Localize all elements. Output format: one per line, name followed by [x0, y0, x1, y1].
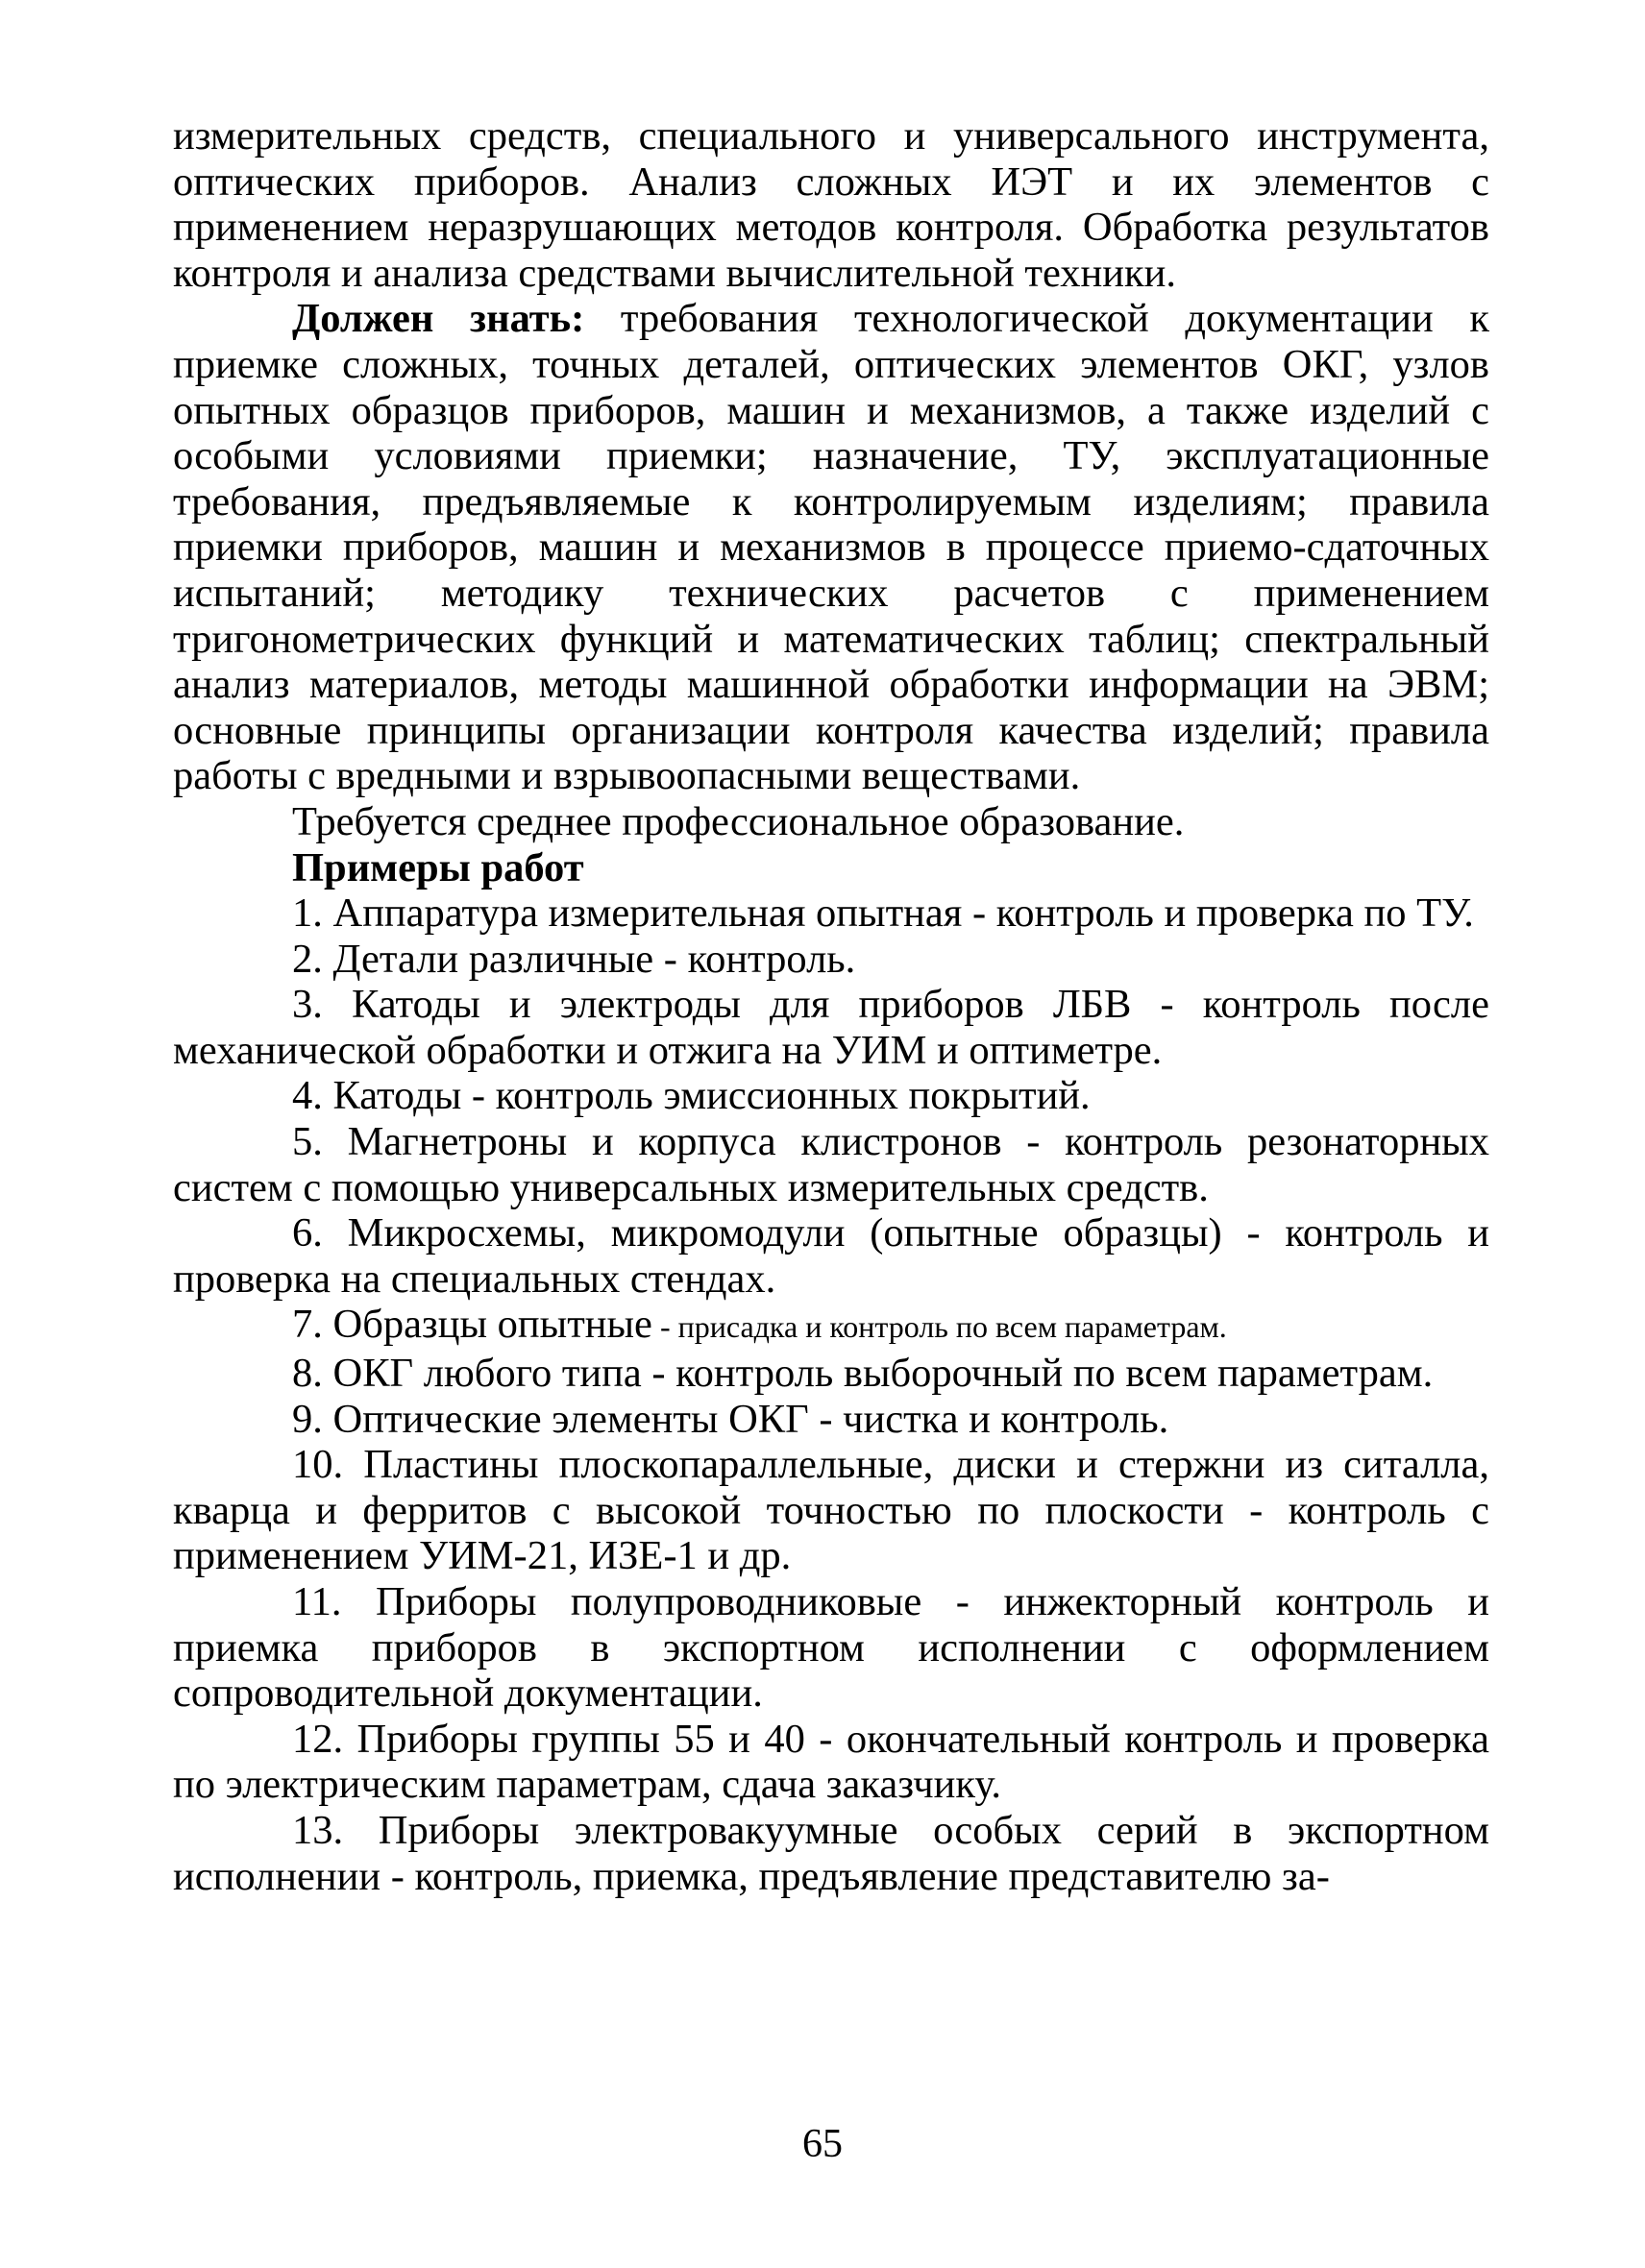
- example-item: 10. Пластины плоскопараллельные, диски и стержни из ситалла, кварца и ферритов с высокой точностью по плоскости - контроль с применением УИМ-21, ИЗЕ-1 и др.: [173, 1442, 1489, 1579]
- example-item: 11. Приборы полупроводниковые - инжекторный контроль и приемка приборов в экспортном исполнении с оформлением сопроводительной документации.: [173, 1579, 1489, 1717]
- example-item: 13. Приборы электровакуумные особых серий в экспортном исполнении - контроль, приемка, предъявление представителю за-: [173, 1807, 1489, 1899]
- example-item: 1. Аппаратура измерительная опытная - контроль и проверка по ТУ.: [292, 890, 1474, 937]
- document-page: [173, 113, 1489, 1899]
- example-7-head: 7. Образцы опытные: [292, 1302, 652, 1348]
- example-item: 4. Катоды - контроль эмиссионных покрытий.: [292, 1073, 1091, 1119]
- page-number: 65: [802, 2122, 843, 2166]
- example-item: 9. Оптические элементы ОКГ - чистка и контроль.: [292, 1396, 1169, 1442]
- education-requirement: Требуется среднее профессиональное образование.: [292, 798, 1185, 844]
- must-know-text: требования технологической документации к приемке сложных, точных деталей, оптических элементов ОКГ, узлов опытных образцов приборов, машин и механизмов, а также изделий с особыми условиями приемки; назначение, ТУ, эксплуатационные требования, предъявляемые к контролируемым изделиям; правила приемки приборов, машин и механизмов в процессе приемо-сдаточных испытаний; методику технических расчетов с применением тригонометрических функций и математических таблиц; спектральный анализ материалов, методы машинной обработки информации на ЭВМ; основные принципы организации контроля качества изделий; правила работы с вредными и взрывоопасными веществами.: [173, 296, 1489, 799]
- must-know-label: Должен знать:: [292, 296, 585, 342]
- example-item: 12. Приборы группы 55 и 40 - окончательный контроль и проверка по электрическим параметрам, сдача заказчику.: [173, 1716, 1489, 1808]
- example-item: 2. Детали различные - контроль.: [292, 936, 856, 982]
- example-7-tail: - присадка и контроль по всем параметрам.: [651, 1309, 1227, 1345]
- examples-heading: Примеры работ: [292, 844, 584, 890]
- example-item: 8. ОКГ любого типа - контроль выборочный по всем параметрам.: [292, 1351, 1434, 1397]
- example-item: 5. Магнетроны и корпуса клистронов - контроль резонаторных систем с помощью универсальных измерительных средств.: [173, 1119, 1489, 1210]
- must-know-paragraph: [173, 296, 1489, 799]
- example-item: [173, 1302, 1489, 1351]
- example-item: 6. Микросхемы, микромодули (опытные образцы) - контроль и проверка на специальных стендах.: [173, 1210, 1489, 1302]
- intro-paragraph: измерительных средств, специального и универсального инструмента, оптических приборов. Анализ сложных ИЭТ и их элементов с применением неразрушающих методов контроля. Обработка результатов контроля и анализа средствами вычислительной техники.: [173, 113, 1489, 296]
- example-item: 3. Катоды и электроды для приборов ЛБВ - контроль после механической обработки и отжига на УИМ и оптиметре.: [173, 982, 1489, 1073]
